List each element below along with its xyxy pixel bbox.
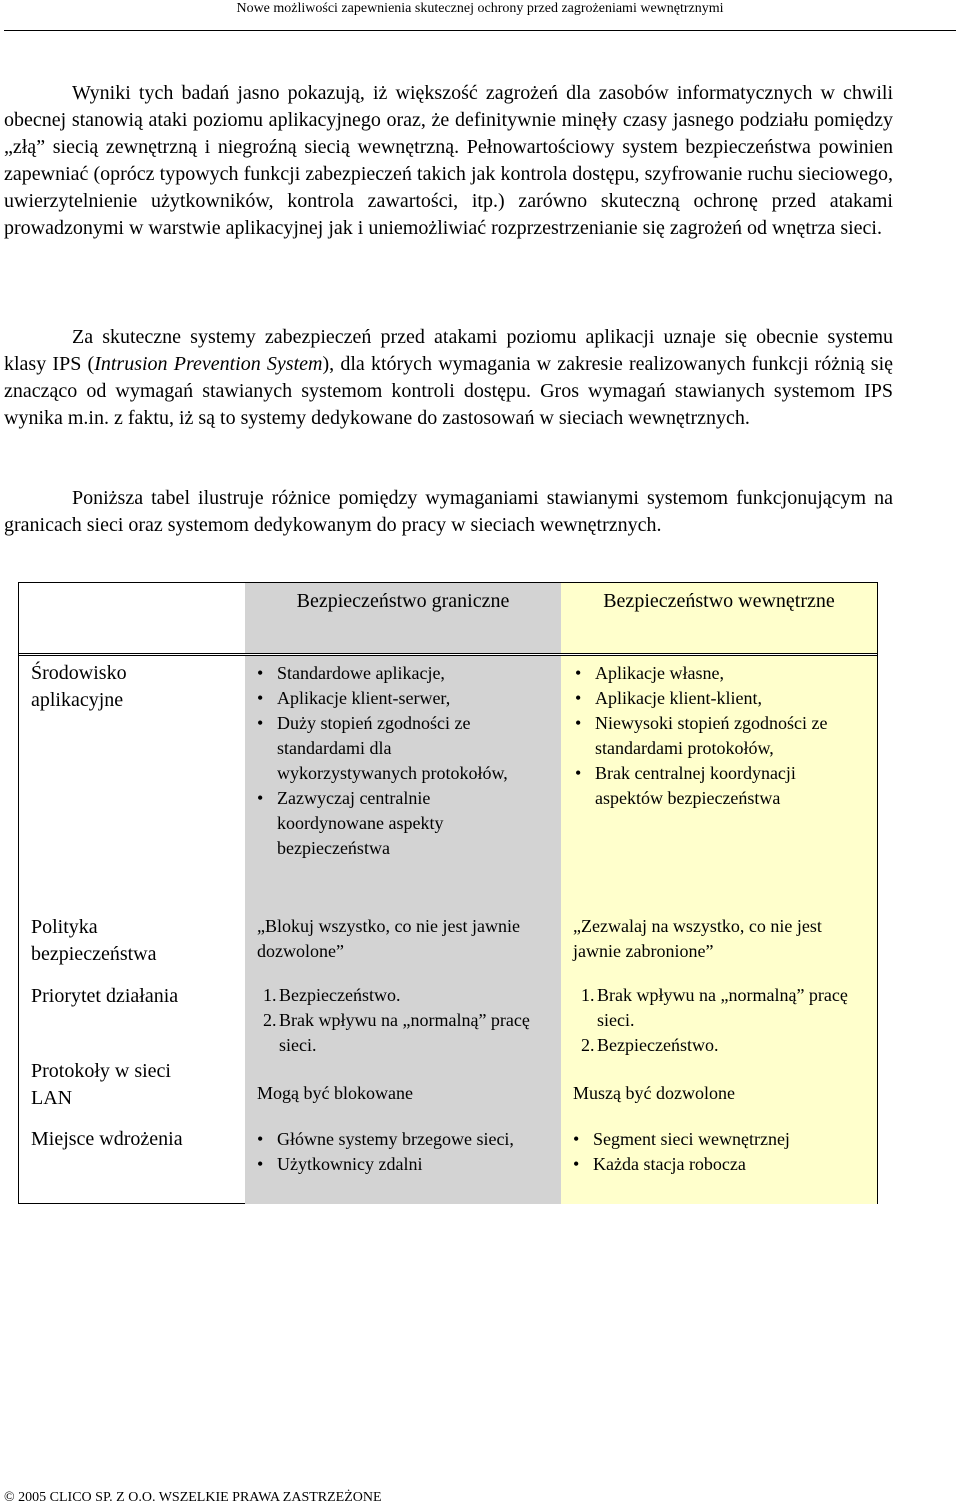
- list-item: • Niewysoki stopień zgodności ze standardami protokołów,: [575, 713, 828, 758]
- cell-deployment-border: [255, 1127, 535, 1177]
- list-item: • Standardowe aplikacje,: [255, 661, 535, 686]
- row-label-protocols: Protokoły w sieci LAN: [31, 1060, 171, 1109]
- list-item: • Aplikacje klient-serwer,: [255, 686, 535, 711]
- bullet-icon: •: [573, 1154, 580, 1174]
- bullet-icon: •: [575, 713, 582, 733]
- col-header-internal: Bezpieczeństwo wewnętrzne: [603, 590, 835, 612]
- bullet-icon: •: [257, 1154, 264, 1174]
- bullet-icon: •: [575, 663, 582, 683]
- list-item: • Aplikacje własne,: [573, 661, 859, 686]
- list-item: • Duży stopień zgodności ze standardami dla wykorzystywanych protokołów,: [257, 713, 508, 783]
- cell-policy-border: „Blokuj wszystko, co nie jest jawnie dozwolone”: [257, 916, 520, 961]
- bullet-icon: •: [257, 1129, 264, 1149]
- cell-protocols-internal: Muszą być dozwolone: [573, 1083, 735, 1103]
- list-item: 1. Bezpieczeństwo.: [263, 985, 401, 1005]
- table-body: [19, 655, 877, 1204]
- list-item: 1. Brak wpływu na „normalną” pracę sieci.: [581, 985, 848, 1030]
- list-item: • Użytkownicy zdalni: [255, 1152, 535, 1177]
- cell-policy-internal: „Zezwalaj na wszystko, co nie jest jawnie zabronione”: [573, 916, 822, 961]
- paragraph-2-part-2: ), dla których wymagania w zakresie realizowanych funkcji różnią się znacząco od wymagań stawianych systemom kontroli dostępu. Gros wymagań stawianych systemom IPS wynika m.in. z faktu, iż są to systemy dedykowane do zastosowań w sieciach wewnętrznych.: [4, 353, 893, 429]
- paragraph-2-italic: Intrusion Prevention System: [94, 353, 323, 375]
- list-item: 2. Bezpieczeństwo.: [581, 1035, 719, 1055]
- bullet-icon: •: [257, 688, 264, 708]
- cell-priority-internal: [579, 983, 855, 1058]
- table-header-row: [19, 583, 877, 654]
- bullet-icon: •: [257, 788, 264, 808]
- bullet-icon: •: [575, 688, 582, 708]
- bullet-icon: •: [257, 663, 264, 683]
- row-label-policy: Polityka bezpieczeństwa: [31, 916, 157, 965]
- cell-priority-border: [261, 983, 551, 1058]
- list-item: • Główne systemy brzegowe sieci,: [255, 1127, 535, 1152]
- row-label-environment: Środowisko aplikacyjne: [31, 662, 127, 711]
- list-item: • Każda stacja robocza: [571, 1152, 857, 1177]
- list-item: • Aplikacje klient-klient,: [573, 686, 859, 711]
- comparison-table: [18, 582, 878, 1204]
- cell-protocols-border: Mogą być blokowane: [257, 1083, 413, 1103]
- paragraph-2: [4, 324, 893, 432]
- paragraph-2-part-1: Za skuteczne systemy zabezpieczeń przed atakami poziomu aplikacji uznaje się obecnie systemu klasy IPS (: [4, 326, 893, 375]
- bullet-icon: •: [575, 763, 582, 783]
- header-divider: [4, 30, 956, 31]
- cell-environment-border: [255, 661, 535, 861]
- row-label-deployment: Miejsce wdrożenia: [31, 1128, 183, 1150]
- paragraph-3: Poniższa tabel ilustruje różnice pomiędzy wymaganiami stawianymi systemom funkcjonującym na granicach sieci oraz systemom dedykowanym do pracy w sieciach wewnętrznych.: [4, 487, 893, 536]
- cell-environment-internal: [573, 661, 859, 811]
- footer-copyright: © 2005 CLICO SP. Z O.O. WSZELKIE PRAWA ZASTRZEŻONE: [4, 1490, 382, 1505]
- running-header: Nowe możliwości zapewnienia skutecznej ochrony przed zagrożeniami wewnętrznymi: [236, 1, 724, 16]
- list-item: • Segment sieci wewnętrznej: [571, 1127, 857, 1152]
- list-item: • Zazwyczaj centralnie koordynowane aspekty bezpieczeństwa: [257, 788, 444, 858]
- list-item: • Brak centralnej koordynacji aspektów bezpieczeństwa: [575, 763, 796, 808]
- list-item: 2. Brak wpływu na „normalną” pracę sieci.: [263, 1010, 530, 1055]
- bullet-icon: •: [573, 1129, 580, 1149]
- bullet-icon: •: [257, 713, 264, 733]
- paragraph-1: Wyniki tych badań jasno pokazują, iż większość zagrożeń dla zasobów informatycznych w chwili obecnej stanowią ataki poziomu aplikacyjnego oraz, że definitywnie minęły czasy jasnego podziału pomiędzy „złą” siecią zewnętrzną i niegroźną siecią wewnętrzną. Pełnowartościowy system bezpieczeństwa powinien zapewniać (oprócz typowych funkcji zabezpieczeń takich jak kontrola dostępu, szyfrowanie ruchu sieciowego, uwierzytelnienie użytkowników, kontrola zawartości, itp.) zarówno skuteczną ochronę przed atakami prowadzonymi w warstwie aplikacyjnej jak i uniemożliwiać rozprzestrzenianie się zagrożeń od wnętrza sieci.: [4, 82, 893, 239]
- col-header-border: Bezpieczeństwo graniczne: [296, 590, 510, 612]
- cell-deployment-internal: [571, 1127, 857, 1177]
- row-label-priority: Priorytet działania: [31, 985, 179, 1007]
